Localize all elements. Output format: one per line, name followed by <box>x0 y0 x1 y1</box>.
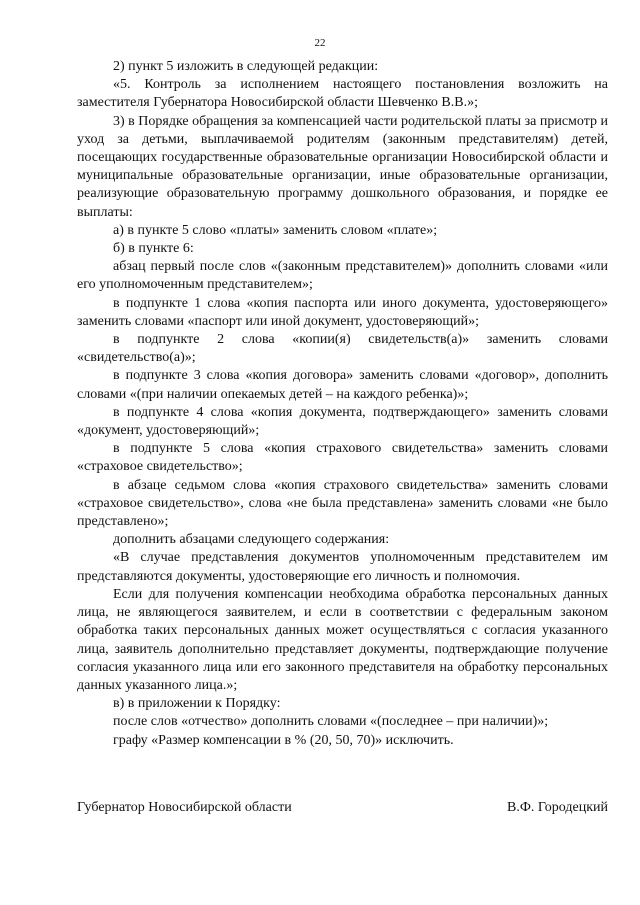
paragraph: графу «Размер компенсации в % (20, 50, 70)» исключить. <box>113 732 454 748</box>
paragraph: в подпункте 3 слова «копия договора» заменить словами «договор», дополнить словами «(при наличии опекаемых детей – на каждого ребенка)»; <box>77 368 608 402</box>
paragraph: дополнить абзацами следующего содержания: <box>113 532 390 548</box>
page-number: 22 <box>314 37 326 49</box>
paragraph: в подпункте 4 слова «копия документа, подтверждающего» заменить словами «документ, удостоверяющий»; <box>77 404 608 439</box>
paragraph: «5. Контроль за исполнением настоящего постановления возложить на заместителя Губернатора Новосибирской области Шевченко В.В.»; <box>77 77 608 111</box>
paragraph: Если для получения компенсации необходима обработка персональных данных лица, не являющегося заявителем, и если в соответствии с федеральным законом обработка таких персональных данных может осуществляться с согласия указанного лица, заявитель дополнительно представляет документы, подтверждающие получение согласия указанного лица или его законного представителя на обработку персональных данных указанного лица.»; <box>77 586 608 693</box>
paragraph: б) в пункте 6: <box>113 241 194 257</box>
paragraph: после слов «отчество» дополнить словами «(последнее – при наличии)»; <box>113 714 549 730</box>
paragraph: «В случае представления документов уполномоченным представителем им представляются документы, удостоверяющие его личность и полномочия. <box>77 550 608 584</box>
document-body <box>77 58 608 750</box>
paragraph: в подпункте 1 слова «копия паспорта или иного документа, удостоверяющего» заменить словами «паспорт или иной документ, удостоверяющий»; <box>77 295 608 329</box>
paragraph: в подпункте 5 слова «копия страхового свидетельства» заменить словами «страховое свидетельство»; <box>77 441 608 475</box>
paragraph: 2) пункт 5 изложить в следующей редакции: <box>113 59 379 74</box>
paragraph: 3) в Порядке обращения за компенсацией части родительской платы за присмотр и уход за детьми, выплачиваемой родителям (законным представителям) детей, посещающих государственные образовательные организации Новосибирской области и муниципальные образовательные организации, иные образовательные организации, реализующие образовательную программу дошкольного образования, и порядке ее выплаты: <box>77 113 608 220</box>
paragraph: в) в приложении к Порядку: <box>113 696 281 712</box>
paragraph: в подпункте 2 слова «копии(я) свидетельств(а)» заменить словами «свидетельство(а)»; <box>77 332 608 366</box>
paragraph: в абзаце седьмом слова «копия страхового свидетельства» заменить словами «страховое свидетельство», слова «не была представлена» заменить словами «не было представлено»; <box>77 477 608 530</box>
paragraph: а) в пункте 5 слово «платы» заменить словом «плате»; <box>113 222 438 238</box>
signatory-position: Губернатор Новосибирской области <box>77 800 292 815</box>
paragraph: абзац первый после слов «(законным представителем)» дополнить словами «или его уполномоченным представителем»; <box>77 259 608 293</box>
signatory-name: В.Ф. Городецкий <box>507 800 608 815</box>
